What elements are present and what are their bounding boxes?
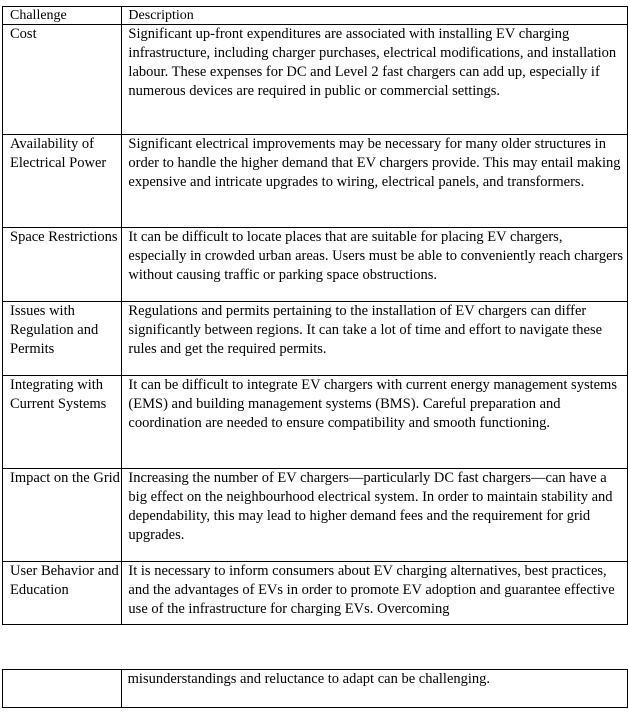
row-description: Significant electrical improvements may be necessary for many older structures in order to handle the higher demand that EV chargers provide. This may entail making expensive and intricate upgrades to wiring, electrical panels, and transformers. (122, 135, 628, 228)
table-row (3, 228, 628, 302)
table-row (3, 469, 628, 562)
row-challenge: Integrating with Current Systems (3, 376, 122, 469)
row-description: It is necessary to inform consumers about EV charging alternatives, best practices, and the advantages of EVs in order to promote EV adoption and guarantee effective use of the infrastructure for charging EVs. Overcoming (122, 562, 628, 625)
row-description: misunderstandings and reluctance to adapt can be challenging. (121, 670, 627, 708)
row-challenge: Impact on the Grid (3, 469, 122, 562)
row-challenge: Cost (3, 25, 122, 135)
row-challenge: Availability of Electrical Power (3, 135, 122, 228)
table-row (3, 376, 628, 469)
row-challenge: User Behavior and Education (3, 562, 122, 625)
row-description: Significant up-front expenditures are associated with installing EV charging infrastructure, including charger purchases, electrical modifications, and installation labour. These expenses for DC and Level 2 fast chargers can add up, especially if numerous devices are required in public or commercial settings. (122, 25, 628, 135)
row-description: It can be difficult to locate places that are suitable for placing EV chargers, especially in crowded urban areas. Users must be able to conveniently reach chargers without causing traffic or parking space obstructions. (122, 228, 628, 302)
row-description: It can be difficult to integrate EV chargers with current energy management systems (EMS) and building management systems (BMS). Careful preparation and coordination are needed to ensure compatibility and smooth functioning. (122, 376, 628, 469)
table-row (3, 562, 628, 625)
challenges-table (2, 6, 628, 625)
continuation-table (2, 669, 628, 708)
row-challenge: Space Restrictions (3, 228, 122, 302)
table-row (3, 670, 628, 708)
row-description: Increasing the number of EV chargers—particularly DC fast chargers—can have a big effect on the neighbourhood electrical system. In order to maintain stability and dependability, this may lead to higher demand fees and the requirement for grid upgrades. (122, 469, 628, 562)
row-challenge (3, 670, 122, 708)
header-challenge: Challenge (3, 7, 122, 25)
table-header-row (3, 7, 628, 25)
row-description: Regulations and permits pertaining to the installation of EV chargers can differ significantly between regions. It can take a lot of time and effort to navigate these rules and get the required permits. (122, 302, 628, 376)
header-description: Description (122, 7, 628, 25)
table-row (3, 302, 628, 376)
table-row (3, 25, 628, 135)
table-row (3, 135, 628, 228)
row-challenge: Issues with Regulation and Permits (3, 302, 122, 376)
